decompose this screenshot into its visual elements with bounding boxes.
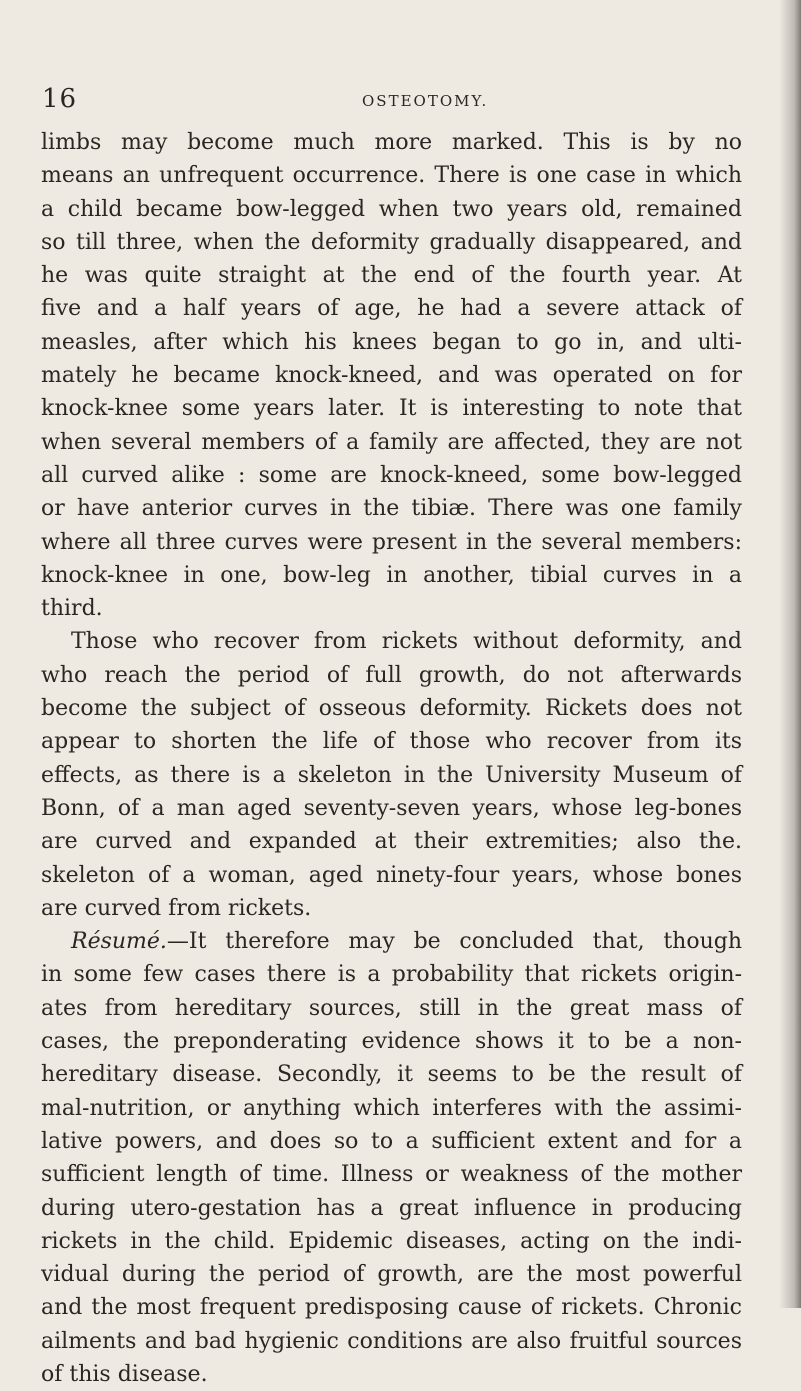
text-line: sufficient length of time. Illness or weakness of the mother: [41, 1162, 742, 1188]
text-line: when several members of a family are affected, they are not: [41, 429, 742, 455]
text-line: measles, after which his knees began to go in, and ulti-: [41, 329, 742, 355]
body-text: [41, 126, 742, 1391]
page-edge-shadow: [779, 0, 801, 1308]
text-line: lative powers, and does so to a sufficient extent and for a: [41, 1128, 742, 1154]
text-line: mal-nutrition, or anything which interferes with the assimi-: [41, 1095, 742, 1121]
paragraph-start: [41, 925, 742, 958]
text-line: are curved from rickets.: [41, 895, 312, 921]
resume-label: Résumé.: [71, 929, 167, 955]
text-line: he was quite straight at the end of the fourth year. At: [41, 263, 742, 289]
text-line: ailments and bad hygienic conditions are also fruitful sources: [41, 1328, 742, 1354]
page-number: 16: [42, 84, 78, 114]
text-line: Bonn, of a man aged seventy-seven years, whose leg-bones: [41, 795, 742, 821]
running-head: OSTEOTOMY.: [362, 92, 489, 110]
text-line: and the most frequent predisposing cause of rickets. Chronic: [41, 1295, 742, 1321]
text-line: become the subject of osseous deformity. Rickets does not: [41, 696, 742, 722]
text-line: so till three, when the deformity gradually disappeared, and: [41, 229, 742, 255]
text-line: knock-knee in one, bow-leg in another, tibial curves in a: [41, 562, 742, 588]
text-line: a child became bow-legged when two years old, remained: [41, 196, 742, 222]
text-line: cases, the preponderating evidence shows it to be a non-: [41, 1029, 742, 1055]
text-line: five and a half years of age, he had a severe attack of: [41, 296, 742, 322]
paragraph-start: Those who recover from rickets without deformity, and: [71, 629, 742, 655]
text-line: where all three curves were present in the several members:: [41, 529, 742, 555]
resume-text: —It therefore may be concluded that, though: [166, 929, 742, 955]
text-line: during utero-gestation has a great influence in producing: [41, 1195, 742, 1221]
text-line: who reach the period of full growth, do not afterwards: [41, 662, 742, 688]
page-header: [42, 84, 742, 114]
text-line: vidual during the period of growth, are the most powerful: [41, 1262, 742, 1288]
text-line: rickets in the child. Epidemic diseases, acting on the indi-: [41, 1228, 742, 1254]
text-line: knock-knee some years later. It is interesting to note that: [41, 396, 742, 422]
text-line: or have anterior curves in the tibiæ. There was one family: [41, 496, 742, 522]
text-line: effects, as there is a skeleton in the University Museum of: [41, 762, 742, 788]
text-line: ates from hereditary sources, still in the great mass of: [41, 995, 742, 1021]
text-line: of this disease.: [41, 1361, 208, 1387]
text-line: mately he became knock-kneed, and was operated on for: [41, 363, 742, 389]
text-line: skeleton of a woman, aged ninety-four years, whose bones: [41, 862, 742, 888]
text-line: all curved alike : some are knock-kneed, some bow-legged: [41, 462, 742, 488]
text-line: means an unfrequent occurrence. There is one case in which: [41, 163, 742, 189]
text-line: in some few cases there is a probability that rickets origin-: [41, 962, 742, 988]
text-line: are curved and expanded at their extremities; also the.: [41, 829, 742, 855]
text-line: limbs may become much more marked. This is by no: [41, 130, 742, 155]
text-line: hereditary disease. Secondly, it seems to be the result of: [41, 1062, 742, 1088]
text-line: appear to shorten the life of those who recover from its: [41, 729, 742, 755]
text-line: third.: [41, 596, 103, 622]
